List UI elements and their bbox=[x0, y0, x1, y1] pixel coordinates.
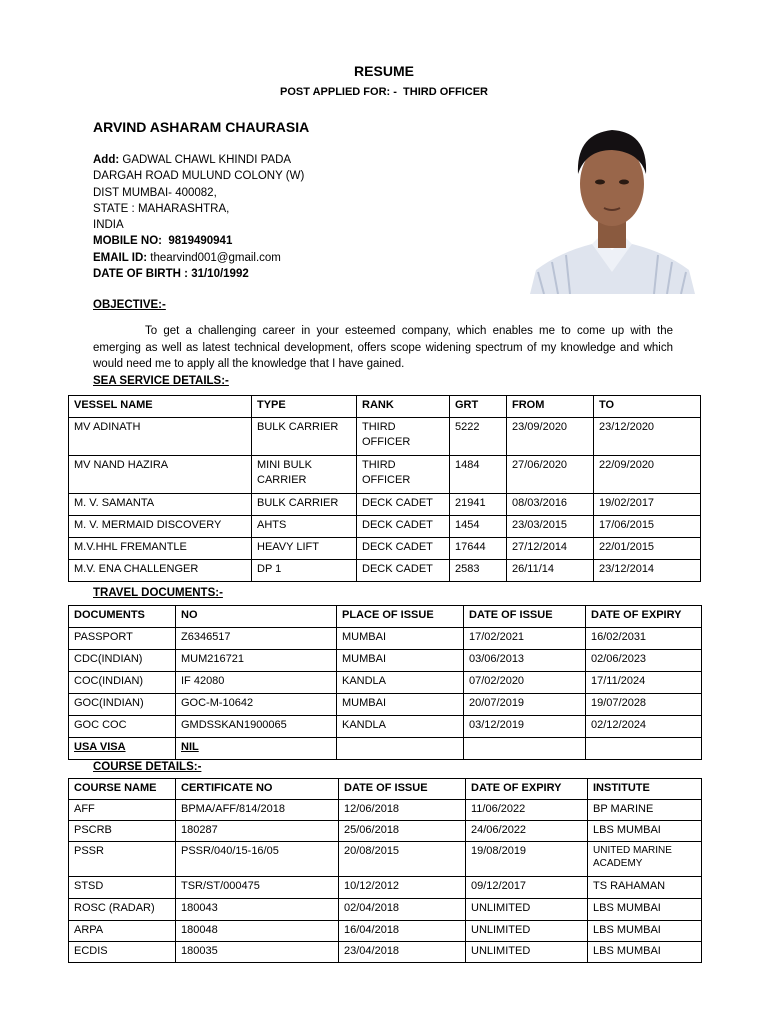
address-line-1: Add: GADWAL CHAWL KHINDI PADA bbox=[93, 154, 292, 166]
dob-value: 31/10/1992 bbox=[191, 268, 249, 281]
table-row: PASSPORT Z6346517 MUMBAI 17/02/2021 16/02/2031 bbox=[69, 628, 702, 650]
table-row: M.V.HHL FREMANTLE HEAVY LIFT DECK CADET 17644 27/12/2014 22/01/2015 bbox=[69, 538, 701, 560]
travel-documents-heading: TRAVEL DOCUMENTS:- bbox=[93, 587, 223, 599]
col-grt: GRT bbox=[450, 396, 507, 418]
objective-heading: OBJECTIVE:- bbox=[93, 299, 166, 311]
col-course-date-of-expiry: DATE OF EXPIRY bbox=[466, 779, 588, 800]
table-row: M.V. ENA CHALLENGER DP 1 DECK CADET 2583 26/11/14 23/12/2014 bbox=[69, 560, 701, 582]
col-date-of-expiry: DATE OF EXPIRY bbox=[586, 606, 702, 628]
mobile-line: MOBILE NO: 9819490941 bbox=[93, 235, 233, 248]
candidate-photo bbox=[530, 122, 695, 294]
table-row: GOC(INDIAN) GOC-M-10642 MUMBAI 20/07/2019 19/07/2028 bbox=[69, 694, 702, 716]
course-details-table bbox=[68, 778, 702, 963]
col-from: FROM bbox=[507, 396, 594, 418]
email-line: EMAIL ID: thearvind001@gmail.com bbox=[93, 251, 281, 264]
table-row: CDC(INDIAN) MUM216721 MUMBAI 03/06/2013 02/06/2023 bbox=[69, 650, 702, 672]
table-row: ROSC (RADAR) 180043 02/04/2018 UNLIMITED LBS MUMBAI bbox=[69, 899, 702, 921]
table-row: STSD TSR/ST/000475 10/12/2012 09/12/2017 TS RAHAMAN bbox=[69, 877, 702, 899]
sea-service-table bbox=[68, 395, 701, 582]
col-institute: INSTITUTE bbox=[588, 779, 702, 800]
table-row: M. V. MERMAID DISCOVERY AHTS DECK CADET 1454 23/03/2015 17/06/2015 bbox=[69, 516, 701, 538]
table-row: ECDIS 180035 23/04/2018 UNLIMITED LBS MUMBAI bbox=[69, 942, 702, 963]
col-course-date-of-issue: DATE OF ISSUE bbox=[339, 779, 466, 800]
col-type: TYPE bbox=[252, 396, 357, 418]
sea-service-heading: SEA SERVICE DETAILS:- bbox=[93, 375, 229, 387]
col-rank: RANK bbox=[357, 396, 450, 418]
usa-visa-label: USA VISA bbox=[69, 738, 176, 760]
table-row: MV ADINATH BULK CARRIER THIRD OFFICER 5222 23/09/2020 23/12/2020 bbox=[69, 418, 701, 456]
objective-text: To get a challenging career in your esteemed company, which enables me to come up with the emerging as well as latest technical development, offers scope widening spectrum of my knowledge and which would need me to apply all the knowledge that I have gained. bbox=[93, 325, 673, 371]
table-row: PSSR PSSR/040/15-16/05 20/08/2015 19/08/2019 UNITED MARINE ACADEMY bbox=[69, 842, 702, 877]
address-line-5: INDIA bbox=[93, 219, 124, 232]
col-vessel-name: VESSEL NAME bbox=[69, 396, 252, 418]
col-place-of-issue: PLACE OF ISSUE bbox=[337, 606, 464, 628]
col-date-of-issue: DATE OF ISSUE bbox=[464, 606, 586, 628]
course-details-heading: COURSE DETAILS:- bbox=[93, 761, 202, 773]
table-row: MV NAND HAZIRA MINI BULK CARRIER THIRD OFFICER 1484 27/06/2020 22/09/2020 bbox=[69, 456, 701, 494]
table-row: COC(INDIAN) IF 42080 KANDLA 07/02/2020 17/11/2024 bbox=[69, 672, 702, 694]
mobile-number: 9819490941 bbox=[168, 235, 233, 248]
col-no: NO bbox=[176, 606, 337, 628]
address-line-3: DIST MUMBAI- 400082, bbox=[93, 186, 217, 199]
table-row: GOC COC GMDSSKAN1900065 KANDLA 03/12/2019 02/12/2024 bbox=[69, 716, 702, 738]
table-row: AFF BPMA/AFF/814/2018 12/06/2018 11/06/2022 BP MARINE bbox=[69, 800, 702, 821]
add-label: Add: bbox=[93, 154, 120, 166]
table-row bbox=[69, 738, 702, 760]
table-row: ARPA 180048 16/04/2018 UNLIMITED LBS MUMBAI bbox=[69, 921, 702, 942]
resume-title: RESUME bbox=[354, 63, 414, 79]
col-documents: DOCUMENTS bbox=[69, 606, 176, 628]
col-certificate-no: CERTIFICATE NO bbox=[176, 779, 339, 800]
col-to: TO bbox=[594, 396, 701, 418]
post-applied bbox=[0, 86, 768, 98]
candidate-name: ARVIND ASHARAM CHAURASIA bbox=[93, 119, 310, 135]
col-course-name: COURSE NAME bbox=[69, 779, 176, 800]
dob-line: DATE OF BIRTH : 31/10/1992 bbox=[93, 268, 249, 281]
usa-visa-value: NIL bbox=[176, 738, 337, 760]
table-row: PSCRB 180287 25/06/2018 24/06/2022 LBS MUMBAI bbox=[69, 821, 702, 842]
post-value: THIRD OFFICER bbox=[403, 86, 488, 98]
table-row: M. V. SAMANTA BULK CARRIER DECK CADET 21941 08/03/2016 19/02/2017 bbox=[69, 494, 701, 516]
contact-block bbox=[93, 152, 304, 282]
address-line-4: STATE : MAHARASHTRA, bbox=[93, 202, 230, 215]
post-label: POST APPLIED FOR: - bbox=[279, 86, 397, 98]
travel-documents-table bbox=[68, 605, 702, 760]
email-value: thearvind001@gmail.com bbox=[150, 251, 281, 264]
address-line-2: DARGAH ROAD MULUND COLONY (W) bbox=[93, 170, 305, 183]
